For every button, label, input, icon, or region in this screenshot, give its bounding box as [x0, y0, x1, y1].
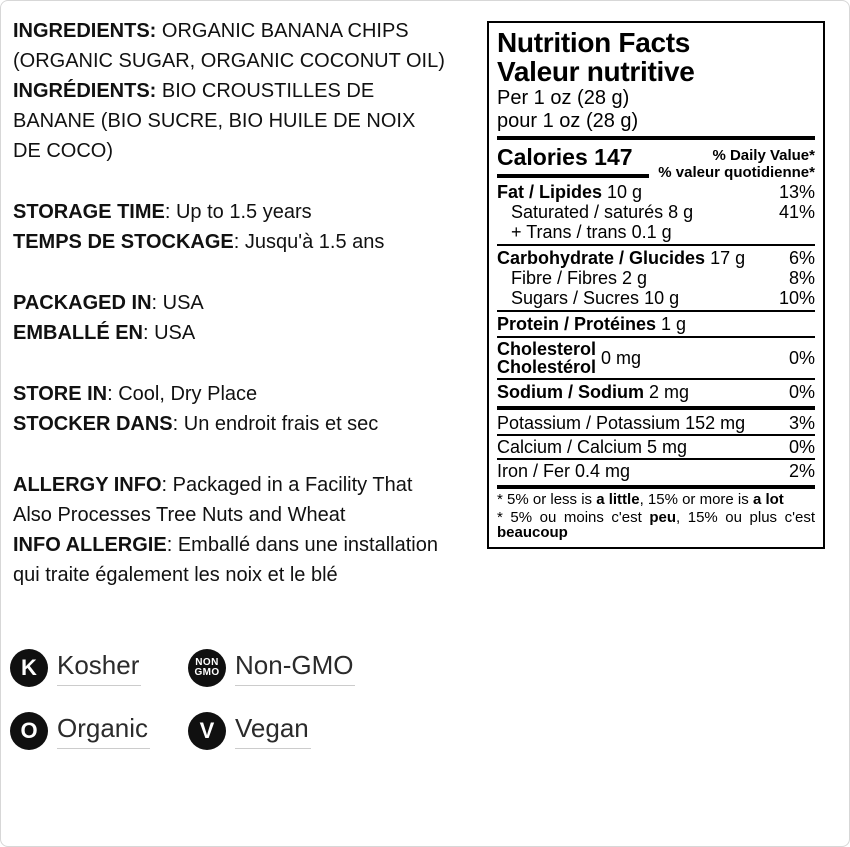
packaged-in-value-fr: : USA	[143, 322, 196, 344]
nutrient-dv: 0%	[788, 382, 815, 402]
badge-label-kosher: Kosher	[57, 650, 141, 686]
badge-non-gmo	[188, 649, 366, 687]
certification-badges	[10, 649, 366, 775]
footnote-emphasis: a lot	[752, 491, 784, 508]
ingredients-label-fr: INGRÉDIENTS:	[13, 80, 157, 102]
nutrient-dv: 2%	[788, 461, 815, 481]
nutrient-amount: 0.1 g	[631, 222, 672, 242]
rule	[497, 378, 815, 380]
thick-rule	[497, 406, 815, 410]
store-in-line-fr	[13, 409, 487, 439]
store-in-label-en: STORE IN	[13, 383, 108, 405]
badge-vegan	[188, 712, 366, 750]
allergy-info-text-fr-2: qui traite également les noix et le blé	[13, 564, 338, 586]
nutrient-row-sodium	[497, 382, 815, 402]
nutrient-name: + Trans / trans	[511, 222, 627, 242]
badge-organic	[10, 712, 188, 750]
kosher-glyph: K	[21, 655, 37, 680]
packaged-in-value-en: : USA	[151, 292, 204, 314]
non-gmo-glyph	[194, 658, 219, 678]
nutrient-name: Fibre / Fibres	[511, 268, 618, 288]
nutrient-amount: 1 g	[661, 314, 687, 334]
nutrient-row-fibre	[497, 268, 815, 288]
nutrient-row-trans	[497, 222, 815, 242]
storage-time-value-en: : Up to 1.5 years	[164, 201, 312, 223]
ingredients-line	[13, 106, 487, 136]
storage-time-line-en	[13, 197, 487, 227]
daily-value-header	[658, 143, 815, 181]
thick-rule	[497, 136, 815, 140]
calories-section	[497, 143, 815, 181]
nutrient-amount: 2 g	[622, 268, 648, 288]
nutrition-facts-panel	[487, 21, 825, 549]
rule	[497, 434, 815, 436]
nutrient-row-cholesterol	[497, 340, 815, 376]
rule	[497, 244, 815, 246]
ingredients-text-fr-3: DE COCO)	[13, 140, 113, 162]
product-info-column	[13, 16, 487, 590]
nutrient-amount: 8 g	[668, 202, 694, 222]
footnote-fr	[497, 510, 815, 541]
allergy-info-text-en-2: Also Processes Tree Nuts and Wheat	[13, 504, 346, 526]
storage-time-block	[13, 197, 487, 257]
nutrient-row-potassium	[497, 413, 815, 433]
nutrient-amount: 0.4 mg	[575, 461, 631, 481]
nutrient-dv: 13%	[778, 182, 815, 202]
nutrient-amount: 17 g	[710, 248, 746, 268]
ingredients-line	[13, 76, 487, 106]
store-in-line-en	[13, 379, 487, 409]
store-in-value-en: : Cool, Dry Place	[107, 383, 258, 405]
nutrient-name: Iron / Fer	[497, 461, 571, 481]
nutrient-row-fat	[497, 182, 815, 202]
storage-time-line-fr	[13, 227, 487, 257]
storage-time-label-fr: TEMPS DE STOCKAGE	[13, 231, 234, 253]
store-in-label-fr: STOCKER DANS	[13, 413, 173, 435]
allergy-info-block	[13, 470, 487, 590]
calories-label: Calories	[497, 144, 588, 170]
nutrient-dv: 6%	[788, 248, 815, 268]
footnote-emphasis: beaucoup	[497, 524, 568, 541]
nutrient-name: Calcium / Calcium	[497, 437, 643, 457]
kosher-icon	[10, 649, 48, 687]
badge-kosher	[10, 649, 188, 687]
ingredients-text-en-1: ORGANIC BANANA CHIPS	[156, 20, 409, 42]
serving-size-en: Per 1 oz (28 g)	[497, 87, 630, 109]
allergy-info-text-en-1: : Packaged in a Facility That	[161, 474, 413, 496]
ingredients-line	[13, 46, 487, 76]
footnote-text: * 5% or less is	[497, 491, 597, 508]
allergy-info-line	[13, 530, 487, 560]
allergy-info-text-fr-1: : Emballé dans une installation	[166, 534, 438, 556]
nutrient-amount: 2 mg	[649, 382, 690, 402]
nutrient-row-calcium	[497, 437, 815, 457]
vegan-icon	[188, 712, 226, 750]
nutrient-name: Protein / Protéines	[497, 314, 657, 334]
organic-glyph: O	[20, 718, 38, 743]
footnote-text: , 15% ou plus c'est	[676, 508, 815, 526]
nutrient-name: Saturated / saturés	[511, 202, 664, 222]
nutrient-name: Carbohydrate / Glucides	[497, 248, 706, 268]
footnote-emphasis: a little	[596, 491, 640, 508]
nutrient-row-sugars	[497, 288, 815, 308]
packaged-in-block	[13, 288, 487, 348]
nutrient-amount: 152 mg	[685, 413, 746, 433]
ingredients-line	[13, 16, 487, 46]
footnote-text: * 5% ou moins c'est	[497, 508, 650, 526]
ingredients-label-en: INGREDIENTS:	[13, 20, 157, 42]
vegan-glyph: V	[199, 718, 215, 743]
store-in-block	[13, 379, 487, 439]
badge-label-non-gmo: Non-GMO	[235, 650, 355, 686]
nutrient-row-protein	[497, 314, 815, 334]
packaged-in-line-en	[13, 288, 487, 318]
ingredients-line	[13, 136, 487, 166]
nutrient-dv: 3%	[788, 413, 815, 433]
footnote-text: , 15% or more is	[639, 491, 753, 508]
cholesterol-name-en: Cholesterol	[497, 339, 597, 359]
footnote-en	[497, 492, 815, 508]
allergy-info-line	[13, 560, 487, 590]
rule	[497, 336, 815, 338]
ingredients-text-fr-2: BANANE (BIO SUCRE, BIO HUILE DE NOIX	[13, 110, 416, 132]
nutrition-title-en: Nutrition Facts	[497, 27, 691, 58]
thick-rule	[497, 485, 815, 489]
nutrient-dv: 0%	[788, 437, 815, 457]
nutrient-dv: 10%	[778, 288, 815, 308]
allergy-info-label-fr: INFO ALLERGIE	[13, 534, 167, 556]
nutrition-title-fr: Valeur nutritive	[497, 56, 695, 87]
badge-row-2	[10, 712, 366, 760]
nutrient-dv: 41%	[778, 202, 815, 222]
daily-value-header-fr: % valeur quotidienne*	[658, 164, 815, 181]
storage-time-value-fr: : Jusqu'à 1.5 ans	[233, 231, 385, 253]
serving-size-fr: pour 1 oz (28 g)	[497, 110, 639, 132]
storage-time-label-en: STORAGE TIME	[13, 201, 165, 223]
calories-number: 147	[594, 144, 633, 170]
cholesterol-name-fr: Cholestérol	[497, 357, 597, 377]
ingredients-block	[13, 16, 487, 166]
nutrient-row-iron	[497, 461, 815, 481]
badge-label-vegan: Vegan	[235, 713, 311, 749]
badge-row-1	[10, 649, 366, 697]
nutrient-amount: 10 g	[644, 288, 680, 308]
rule	[497, 458, 815, 460]
store-in-value-fr: : Un endroit frais et sec	[172, 413, 379, 435]
nutrient-amount: 5 mg	[647, 437, 688, 457]
packaged-in-line-fr	[13, 318, 487, 348]
footnote-emphasis: peu	[649, 508, 677, 526]
allergy-info-line	[13, 470, 487, 500]
nutrient-name: Sugars / Sucres	[511, 288, 640, 308]
ingredients-text-fr-1: BIO CROUSTILLES DE	[156, 80, 375, 102]
nutrient-amount: 0 mg	[601, 348, 642, 368]
allergy-info-line	[13, 500, 487, 530]
non-gmo-glyph-line2: GMO	[194, 667, 220, 678]
nutrient-name: Potassium / Potassium	[497, 413, 681, 433]
rule	[497, 310, 815, 312]
packaged-in-label-en: PACKAGED IN	[13, 292, 152, 314]
nutrient-row-saturated	[497, 202, 815, 222]
nutrient-name: Sodium / Sodium	[497, 382, 644, 402]
nutrient-row-carbohydrate	[497, 248, 815, 268]
nutrient-dv: 0%	[788, 348, 815, 368]
organic-icon	[10, 712, 48, 750]
non-gmo-glyph-line1: NON	[195, 657, 219, 668]
nutrient-name: Fat / Lipides	[497, 182, 603, 202]
non-gmo-icon	[188, 649, 226, 687]
calories-value	[497, 143, 649, 178]
nutrient-dv: 8%	[788, 268, 815, 288]
badge-label-organic: Organic	[57, 713, 150, 749]
nutrient-amount: 10 g	[607, 182, 643, 202]
packaged-in-label-fr: EMBALLÉ EN	[13, 322, 143, 344]
daily-value-header-en: % Daily Value*	[712, 147, 815, 164]
ingredients-text-en-2: (ORGANIC SUGAR, ORGANIC COCONUT OIL)	[13, 50, 445, 72]
allergy-info-label-en: ALLERGY INFO	[13, 474, 162, 496]
